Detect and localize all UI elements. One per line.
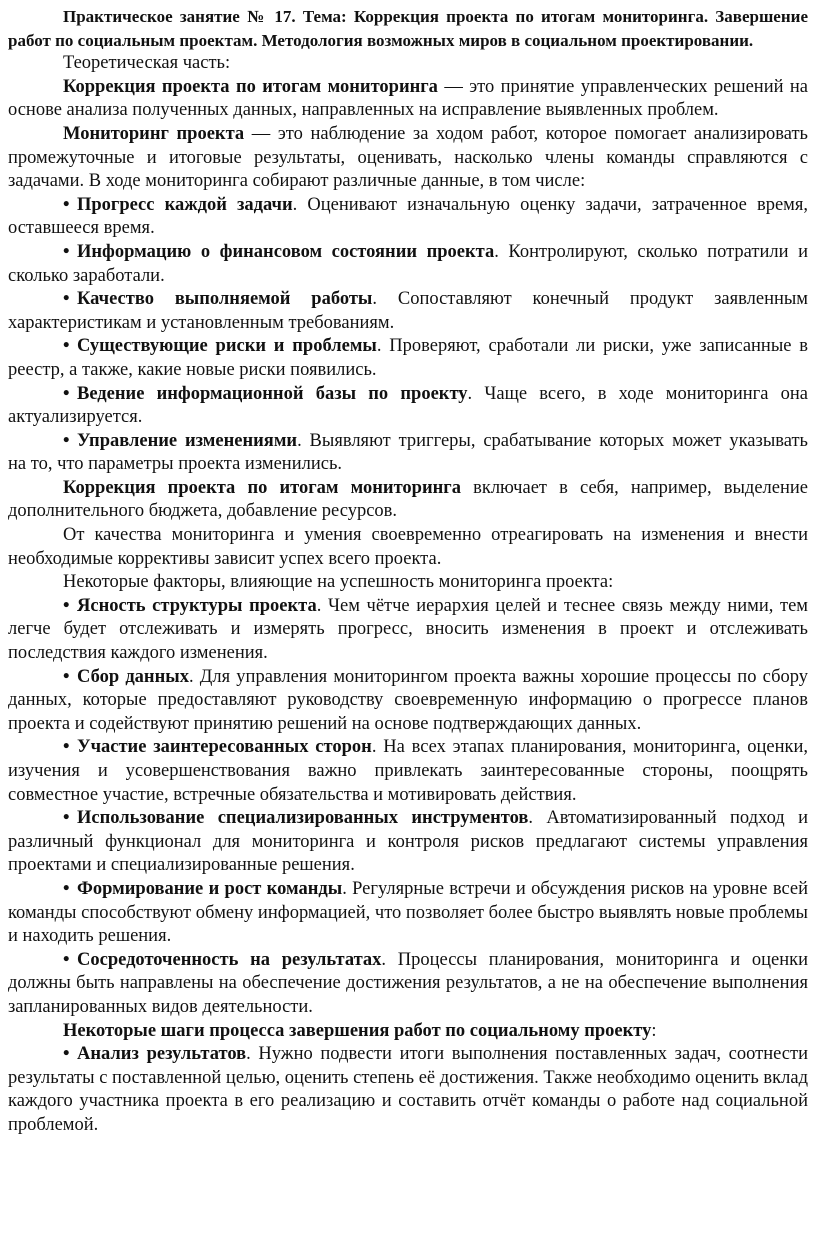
list-item-text: . Контролируют, сколько потратили и сколько заработали. — [8, 241, 808, 286]
bullet-icon: • — [63, 241, 70, 262]
list-item — [8, 335, 808, 382]
bullet-icon: • — [63, 666, 70, 687]
list-item-text: . На всех этапах планирования, мониторинга, оценки, изучения и усовершенствования важно привлекать заинтересованные стороны, поощрять совместное участие, встречные обязательства и мотивировать действия. — [8, 737, 809, 805]
list-item-term: Ясность структуры проекта — [77, 595, 317, 616]
list-item-text: . Оценивают изначальную оценку задачи, затраченное время, оставшееся время. — [8, 194, 808, 239]
bullet-icon: • — [63, 336, 70, 357]
steps-heading-colon: : — [651, 1020, 657, 1041]
list-item — [8, 288, 808, 335]
list-item-text: . Нужно подвести итоги выполнения поставленных задач, соотнести результаты с поставленной целью, оценить степень её достижения. Также необходимо оценить вклад каждого участника проекта в его реализацию и составить отчёт команды о работе над социальной проблемой. — [8, 1044, 808, 1135]
definition-monitoring — [8, 123, 808, 194]
list-item-term: Качество выполняемой работы — [77, 289, 373, 310]
list-item — [8, 878, 808, 949]
list-item — [8, 949, 808, 1020]
list-item-text: . Для управления мониторингом проекта важны хорошие процессы по сбору данных, которые предоставляют руководству своевременную информацию о прогрессе планов проекта и содействуют принятию решений на основе подтверждающих данных. — [8, 666, 809, 734]
steps-list — [8, 1043, 808, 1137]
list-item-term: Управление изменениями — [77, 430, 298, 451]
definition-term: Мониторинг проекта — [63, 123, 245, 144]
quality-paragraph: От качества мониторинга и умения своевременно отреагировать на изменения и внести необходимые коррективы зависит успех всего проекта. — [8, 525, 808, 569]
list-item — [8, 383, 808, 430]
bullet-icon: • — [63, 737, 70, 758]
list-item-text: . Выявляют триггеры, срабатывание которых может указывать на то, что параметры проекта изменились. — [8, 430, 808, 475]
steps-heading-text: Некоторые шаги процесса завершения работ по социальному проекту — [63, 1020, 652, 1041]
bullet-icon: • — [63, 808, 70, 829]
list-item-term: Сосредоточенность на результатах — [77, 949, 382, 970]
factors-list — [8, 595, 808, 1020]
list-item-term: Ведение информационной базы по проекту — [77, 383, 468, 404]
bullet-icon: • — [63, 383, 70, 404]
bullet-icon: • — [63, 1044, 70, 1065]
definition-text: — это принятие управленческих решений на основе анализа полученных данных, направленных на исправление выявленных проблем. — [8, 76, 808, 121]
list-item — [8, 666, 808, 737]
list-item-term: Информацию о финансовом состоянии проекта — [77, 241, 495, 262]
steps-heading — [8, 1020, 808, 1044]
factors-intro: Некоторые факторы, влияющие на успешность мониторинга проекта: — [63, 572, 614, 593]
paragraph-text: включает в себя, например, выделение дополнительного бюджета, добавление ресурсов. — [8, 477, 809, 522]
definition-term: Коррекция проекта по итогам мониторинга — [63, 76, 438, 97]
list-item-term: Прогресс каждой задачи — [77, 194, 293, 215]
list-item — [8, 807, 808, 878]
list-item-text: . Автоматизированный подход и различный функционал для мониторинга и контроля рисков предлагают системы управления проектами и специализированные решения. — [8, 808, 808, 876]
list-item — [8, 736, 808, 807]
list-item — [8, 430, 808, 477]
list-item-text: . Процессы планирования, мониторинга и оценки должны быть направлены на обеспечение достижения результатов, а не на обеспечение выполнения запланированных видов деятельности. — [8, 949, 808, 1017]
list-item-text: . Чаще всего, в ходе мониторинга она актуализируется. — [8, 383, 808, 428]
list-item-term: Сбор данных — [77, 666, 189, 687]
bullet-icon: • — [63, 289, 70, 310]
bullet-icon: • — [63, 949, 70, 970]
list-item-text: . Сопоставляют конечный продукт заявленным характеристикам и установленным требованиям. — [8, 289, 809, 333]
paragraph-term: Коррекция проекта по итогам мониторинга — [63, 477, 461, 498]
list-item — [8, 194, 808, 241]
list-item — [8, 1043, 808, 1137]
bullet-icon: • — [63, 878, 70, 899]
list-item-term: Формирование и рост команды — [77, 878, 343, 899]
monitoring-data-list — [8, 194, 808, 477]
list-item-text: . Чем чётче иерархия целей и теснее связь между ними, тем легче будет отслеживать и измерять прогресс, вносить изменения в проект и отслеживать последствия каждого изменения. — [8, 595, 809, 664]
bullet-icon: • — [63, 430, 70, 451]
list-item — [8, 241, 808, 288]
bullet-icon: • — [63, 595, 70, 616]
list-item-text: . Проверяют, сработали ли риски, уже записанные в реестр, а также, какие новые риски появились. — [8, 336, 808, 380]
bullet-icon: • — [63, 194, 70, 215]
list-item — [8, 595, 808, 666]
theory-label: Теоретическая часть: — [63, 53, 231, 74]
page-title: Практическое занятие № 17. Тема: Коррекция проекта по итогам мониторинга. Завершение работ по социальным проектам. Методология возможных миров в социальном проектировании. — [8, 7, 808, 50]
list-item-text: . Регулярные встречи и обсуждения рисков на уровне всей команды способствуют обмену информацией, что позволяет более быстро выявлять новые проблемы и находить решения. — [8, 878, 808, 947]
list-item-term: Использование специализированных инструментов — [77, 808, 529, 829]
correction-paragraph — [8, 477, 808, 524]
definition-correction — [8, 76, 808, 123]
list-item-term: Анализ результатов — [77, 1044, 247, 1065]
list-item-term: Существующие риски и проблемы — [77, 336, 377, 357]
list-item-term: Участие заинтересованных сторон — [77, 737, 372, 758]
definition-text: — это наблюдение за ходом работ, которое помогает анализировать промежуточные и итоговые результаты, оценивать, насколько члены команды справляются с задачами. В ходе мониторинга собирают различные данные, в том числе: — [8, 123, 808, 192]
